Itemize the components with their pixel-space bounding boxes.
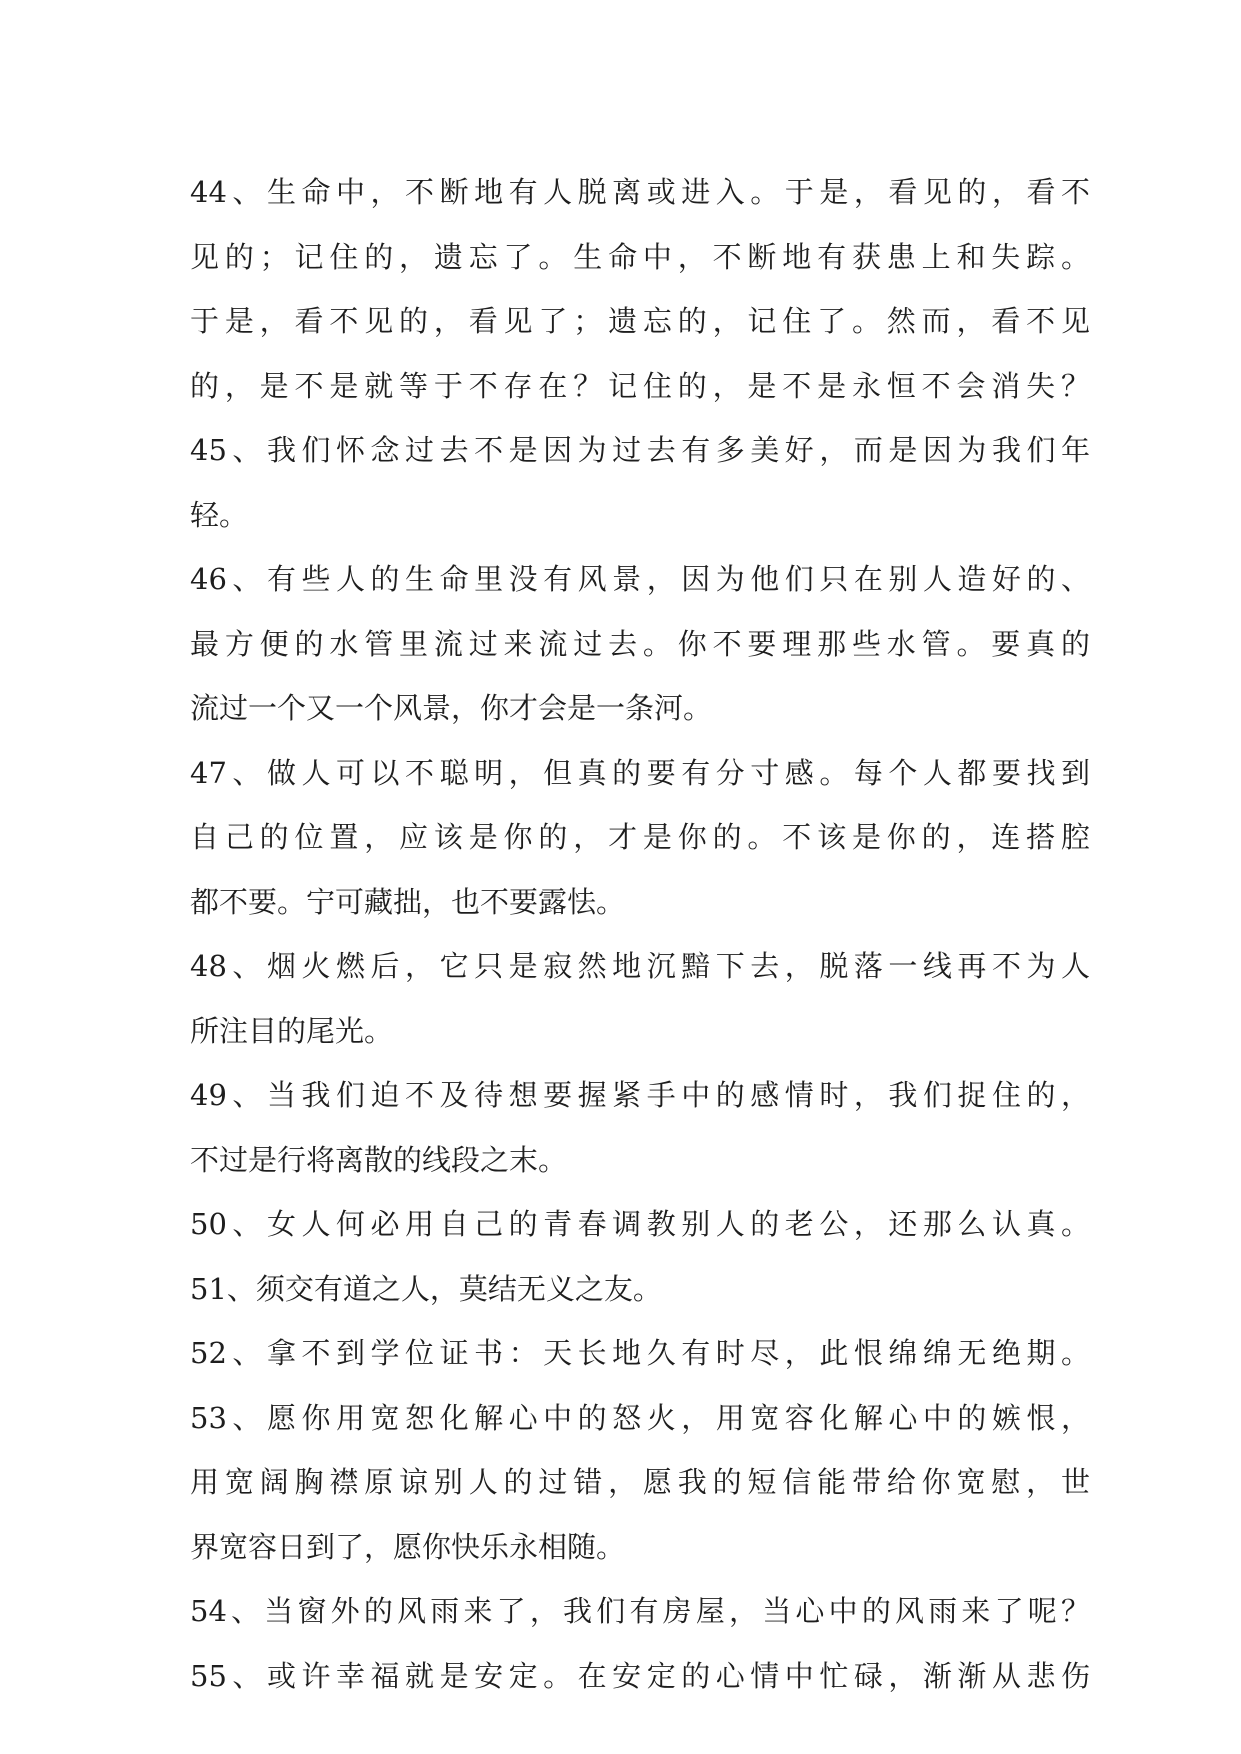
text-line: 44、生命中，不断地有人脱离或进入。于是，看见的，看不	[190, 175, 1090, 209]
text-line: 于是，看不见的，看见了；遗忘的，记住了。然而，看不见	[190, 304, 1090, 338]
text-line: 轻。	[190, 497, 249, 532]
text-line: 最方便的水管里流过来流过去。你不要理那些水管。要真的	[190, 626, 1090, 661]
text-line: 48、烟火燃后，它只是寂然地沉黯下去，脱落一线再不为人	[190, 949, 1090, 983]
text-line: 52、拿不到学位证书：天长地久有时尽，此恨绵绵无绝期。	[190, 1336, 1090, 1370]
text-line: 的，是不是就等于不存在？记住的，是不是永恒不会消失？	[190, 368, 1090, 403]
text-line: 51、须交有道之人，莫结无义之友。	[190, 1271, 662, 1306]
text-line: 用宽阔胸襟原谅别人的过错，愿我的短信能带给你宽慰，世	[190, 1465, 1090, 1499]
text-body	[190, 160, 1090, 1708]
text-line: 见的；记住的，遗忘了。生命中，不断地有获患上和失踪。	[190, 239, 1090, 274]
text-line: 不过是行将离散的线段之末。	[190, 1142, 568, 1177]
text-line: 都不要。宁可藏拙，也不要露怯。	[190, 884, 626, 919]
text-line: 47、做人可以不聪明，但真的要有分寸感。每个人都要找到	[190, 755, 1090, 790]
text-line: 46、有些人的生命里没有风景，因为他们只在别人造好的、	[190, 562, 1090, 596]
text-line: 49、当我们迫不及待想要握紧手中的感情时，我们捉住的，	[190, 1078, 1090, 1112]
text-line: 所注目的尾光。	[190, 1013, 394, 1048]
text-line: 53、愿你用宽恕化解心中的怒火，用宽容化解心中的嫉恨，	[190, 1400, 1090, 1435]
text-line: 54、当窗外的风雨来了，我们有房屋，当心中的风雨来了呢？	[190, 1594, 1090, 1628]
text-line: 界宽容日到了，愿你快乐永相随。	[190, 1529, 626, 1564]
text-line: 45、我们怀念过去不是因为过去有多美好，而是因为我们年	[190, 433, 1090, 467]
text-line: 自己的位置，应该是你的，才是你的。不该是你的，连搭腔	[190, 820, 1090, 854]
text-line: 55、或许幸福就是安定。在安定的心情中忙碌，渐渐从悲伤	[190, 1658, 1090, 1693]
text-line: 流过一个又一个风景，你才会是一条河。	[190, 691, 713, 725]
text-line: 50、女人何必用自己的青春调教别人的老公，还那么认真。	[190, 1207, 1090, 1241]
